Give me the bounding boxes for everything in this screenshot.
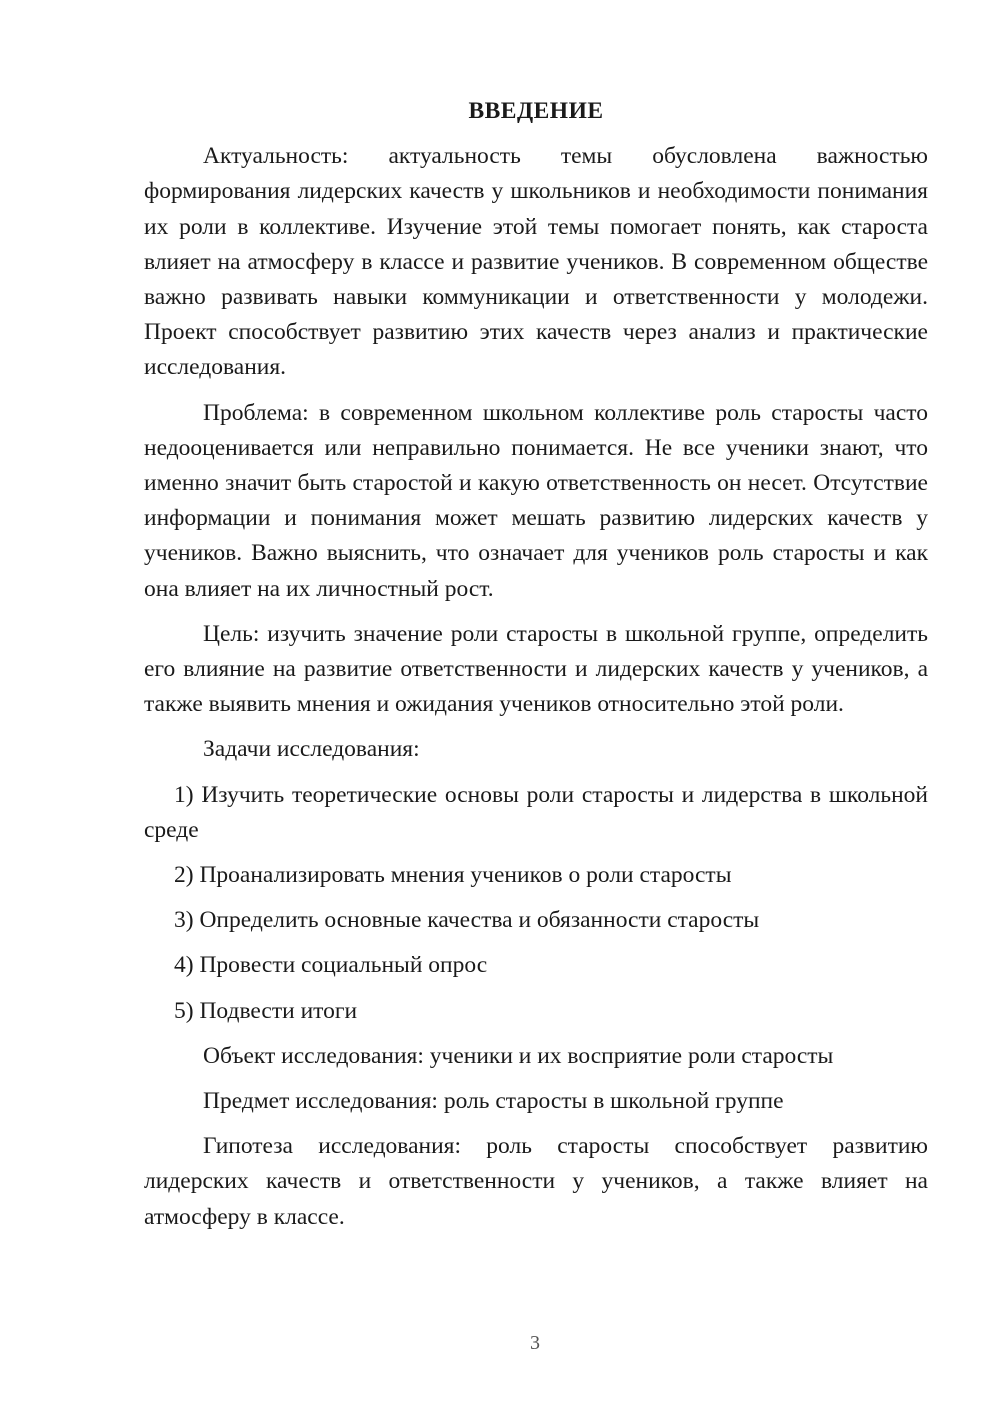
tasks-list bbox=[144, 778, 928, 1029]
section-heading: ВВЕДЕНИЕ bbox=[468, 98, 604, 124]
relevance-paragraph: Актуальность: актуальность темы обусловлена важностью формирования лидерских качеств у школьников и необходимости понимания их роли в коллективе. Изучение этой темы помогает понять, как староста влияет на атмосферу в классе и развитие учеников. В современном обществе важно развивать навыки коммуникации и ответственности у молодежи. Проект способствует развитию этих качеств через анализ и практические исследования. bbox=[144, 143, 928, 381]
research-subject: Предмет исследования: роль старосты в школьной группе bbox=[203, 1088, 784, 1115]
task-item: 1) Изучить теоретические основы роли старосты и лидерства в школьной среде bbox=[144, 781, 928, 843]
tasks-heading: Задачи исследования: bbox=[203, 736, 420, 763]
task-item: 2) Проанализировать мнения учеников о роли старосты bbox=[174, 862, 732, 889]
document-body bbox=[144, 94, 928, 1245]
task-item: 3) Определить основные качества и обязанности старосты bbox=[174, 907, 760, 934]
page-number: 3 bbox=[530, 1332, 540, 1354]
research-object: Объект исследования: ученики и их восприятие роли старосты bbox=[203, 1042, 834, 1069]
problem-paragraph: Проблема: в современном школьном коллективе роль старосты часто недооценивается или неправильно понимается. Не все ученики знают, что именно значит быть старостой и какую ответственность он несет. Отсутствие информации и понимания может мешать развитию лидерских качеств у учеников. Важно выяснить, что означает для учеников роль старосты и как она влияет на их личностный рост. bbox=[144, 399, 928, 602]
task-item: 5) Подвести итоги bbox=[174, 997, 358, 1024]
research-hypothesis: Гипотеза исследования: роль старосты способствует развитию лидерских качеств и ответственности у учеников, а также влияет на атмосферу в классе. bbox=[144, 1133, 928, 1230]
task-item: 4) Провести социальный опрос bbox=[174, 952, 488, 979]
goal-paragraph: Цель: изучить значение роли старосты в школьной группе, определить его влияние на развитие ответственности и лидерских качеств у учеников, а также выявить мнения и ожидания учеников относительно этой роли. bbox=[144, 620, 928, 718]
